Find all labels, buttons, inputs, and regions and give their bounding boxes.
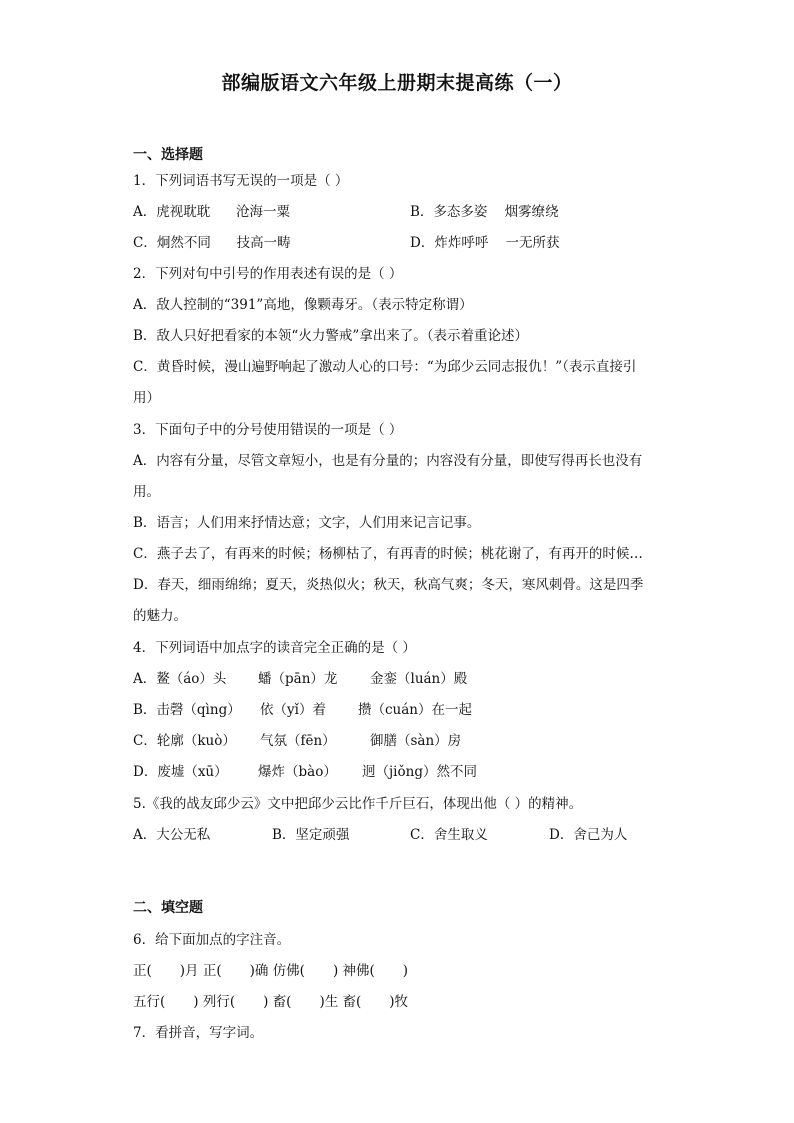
question-4-option-d-word1: D．废墟（xū） [133, 764, 228, 780]
section-heading-fill: 二、填空题 [133, 900, 203, 916]
question-6-stem: 6．给下面加点的字注音。 [133, 932, 291, 948]
q6-row2-part2: ) 列行( [193, 994, 236, 1010]
question-4-option-d-word3: 迥（jiǒng）然不同 [362, 764, 477, 780]
q6-row1-part4: ) 神佛( [332, 963, 375, 979]
section-heading-choice: 一、选择题 [133, 147, 203, 163]
question-5-option-d: D．舍己为人 [549, 827, 628, 843]
question-1-stem: 1．下列词语书写无误的一项是（ ） [133, 173, 349, 189]
question-4-option-b-word1: B．击磬（qìng） [133, 702, 241, 718]
q6-row2-part4: )生 畜( [319, 994, 362, 1010]
question-5-stem: 5.《我的战友邱少云》文中把邱少云比作千斤巨石，体现出他（ ）的精神。 [133, 796, 583, 812]
question-7-stem: 7．看拼音，写字词。 [133, 1025, 264, 1041]
question-4-option-a-word1: A．鳌（áo）头 [133, 671, 227, 687]
question-3-option-a-line1: A．内容有分量，尽管文章短小，也是有分量的；内容没有分量，即使写得再长也没有 [133, 453, 643, 469]
q6-row1-part2: )月 正( [179, 963, 222, 979]
question-5-option-b: B．坚定顽强 [272, 827, 350, 843]
question-5-option-c: C．舍生取义 [410, 827, 488, 843]
question-4-option-a-word2: 蟠（pān）龙 [258, 671, 338, 687]
q6-row1-part5: ) [402, 963, 409, 979]
question-3-stem: 3．下面句子中的分号使用错误的一项是（ ） [133, 422, 403, 438]
question-3-option-b: B．语言；人们用来抒情达意；文字，人们用来记言记事。 [133, 515, 481, 531]
question-3-option-d-line2: 的魅力。 [133, 608, 187, 624]
question-4-option-b-word3: 攒（cuán）在一起 [358, 702, 472, 718]
q6-row1-part1: 正( [133, 963, 152, 979]
question-6-row-2 [133, 992, 408, 1012]
question-1-option-c: C．炯然不同 技高一畴 [133, 235, 291, 251]
q6-row2-part3: ) 畜( [263, 994, 292, 1010]
question-1-option-a: A．虎视耽耽 沧海一粟 [133, 204, 290, 220]
question-2-option-b: B．敌人只好把看家的本领“火力警戒”拿出来了。（表示着重论述） [133, 328, 528, 344]
question-4-option-c-word1: C．轮廓（kuò） [133, 733, 236, 749]
question-5-option-a: A．大公无私 [133, 827, 211, 843]
q6-row1-part3: )确 仿佛( [249, 963, 305, 979]
question-2-option-a: A．敌人控制的“391”高地，像颗毒牙。（表示特定称谓） [133, 297, 473, 313]
question-4-option-d-word2: 爆炸（bào） [258, 764, 337, 780]
question-4-option-c-word2: 气氛（fēn） [260, 733, 336, 749]
question-1-option-d: D．炸炸呼呼 一无所获 [410, 235, 560, 251]
question-4-stem: 4．下列词语中加点字的读音完全正确的是（ ） [133, 640, 416, 656]
question-2-stem: 2．下列对句中引号的作用表述有误的是（ ） [133, 266, 403, 282]
question-3-option-a-line2: 用。 [133, 484, 160, 500]
question-4-option-a-word3: 金銮（luán）殿 [370, 671, 468, 687]
q6-row2-part5: )牧 [389, 994, 409, 1010]
question-2-option-c-line1: C．黄昏时候，漫山遍野响起了激动人心的口号：“为邱少云同志报仇！”（表示直接引 [133, 359, 637, 375]
question-3-option-c: C．燕子去了，有再来的时候；杨柳枯了，有再青的时候；桃花谢了，有再开的时候… [133, 546, 643, 562]
q6-row2-part1: 五行( [133, 994, 166, 1010]
question-3-option-d-line1: D．春天，细雨绵绵；夏天，炎热似火；秋天，秋高气爽；冬天，寒风刺骨。这是四季 [133, 577, 644, 593]
question-4-option-c-word3: 御膳（sàn）房 [370, 733, 462, 749]
question-2-option-c-line2: 用） [133, 390, 160, 406]
question-4-option-b-word2: 依（yǐ）着 [260, 702, 326, 718]
page-title: 部编版语文六年级上册期末提高练（一） [221, 72, 573, 94]
question-6-row-1 [133, 961, 408, 981]
question-1-option-b: B．多态多姿 烟雾缭绕 [410, 204, 559, 220]
